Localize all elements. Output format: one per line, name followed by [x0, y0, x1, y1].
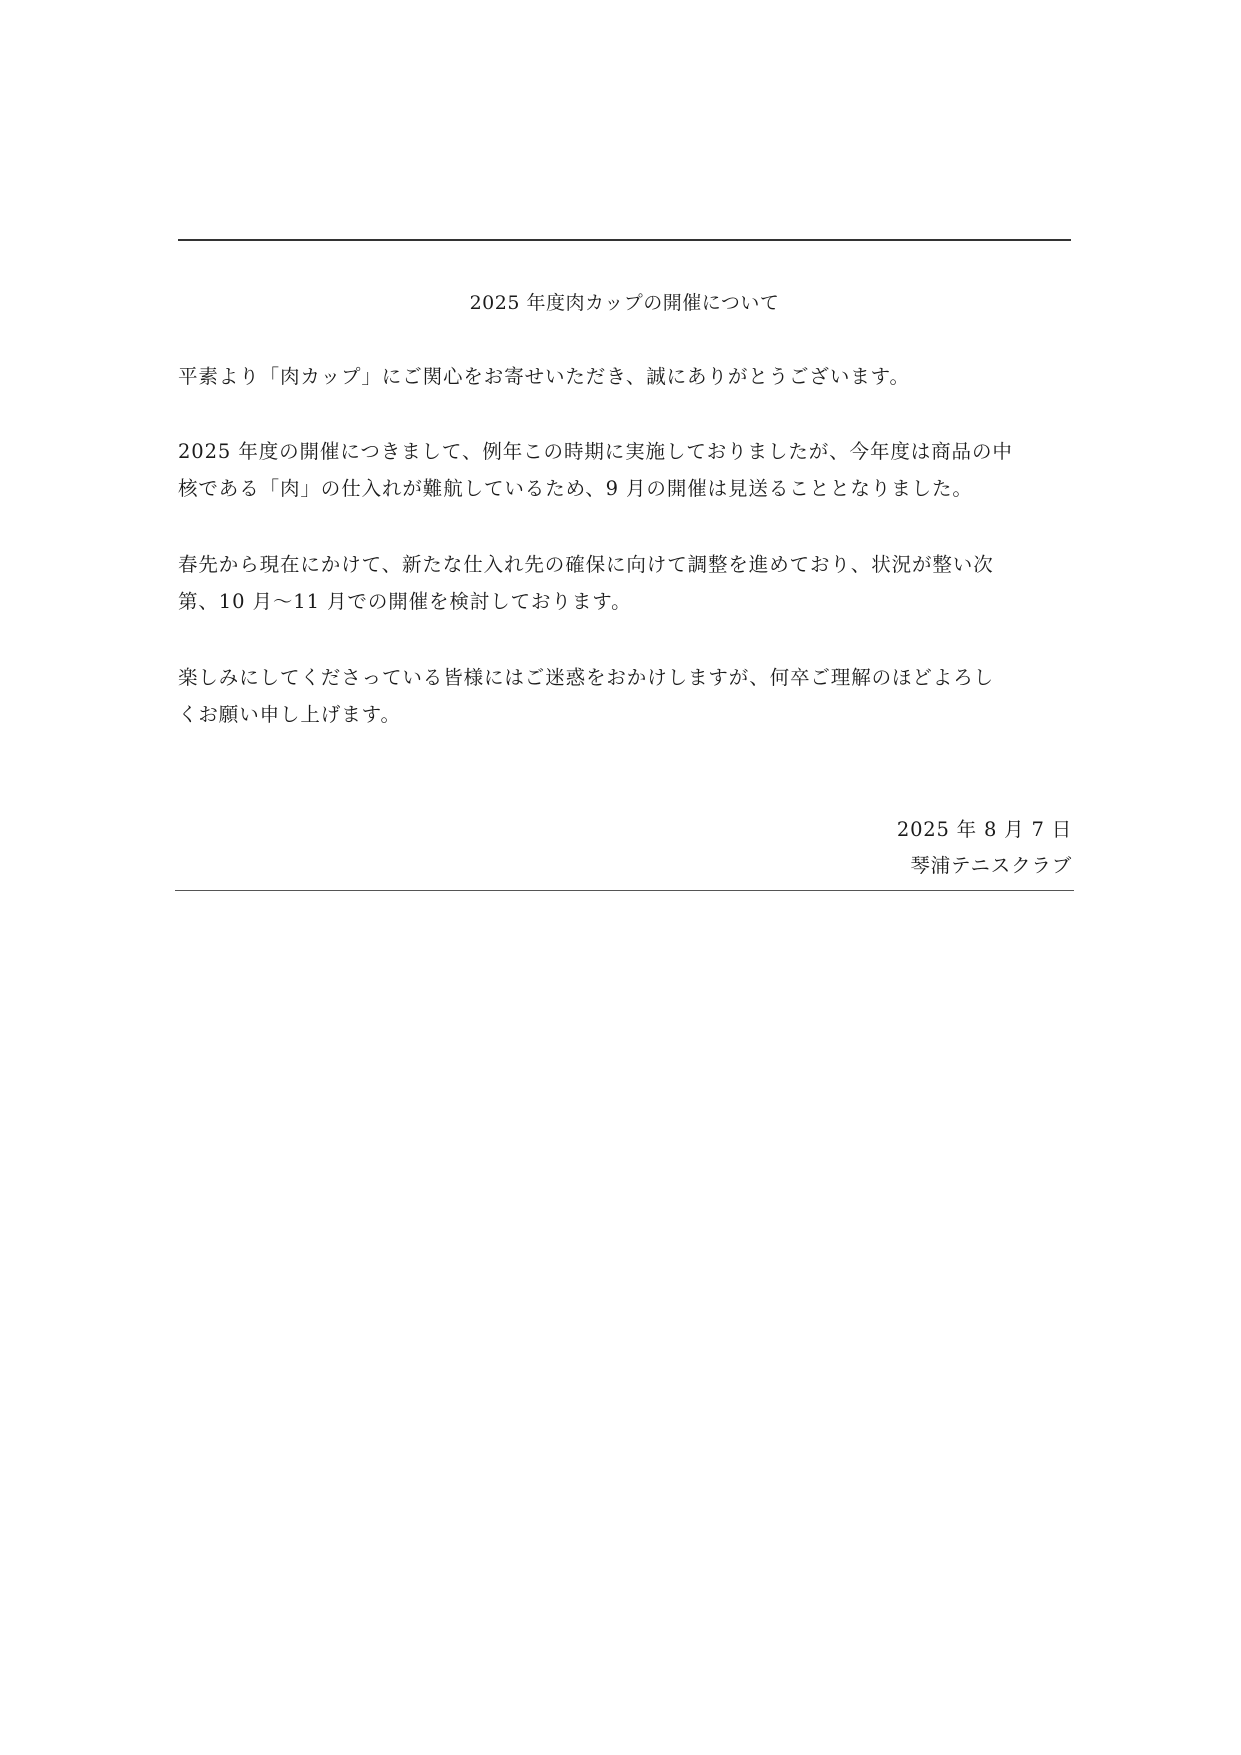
- paragraph-line: 楽しみにしてくださっている皆様にはご迷惑をおかけしますが、何卒ご理解のほどよろし: [178, 666, 995, 689]
- paragraph-line: 平素より「肉カップ」にご関心をお寄せいただき、誠にありがとうございます。: [178, 365, 910, 388]
- paragraph-line: 核である「肉」の仕入れが難航しているため、9 月の開催は見送ることとなりました。: [178, 477, 973, 500]
- paragraph-reschedule: [178, 546, 1073, 620]
- paragraph-line: 春先から現在にかけて、新たな仕入れ先の確保に向けて調整を進めており、状況が整い次: [178, 553, 994, 576]
- top-divider: [178, 239, 1071, 241]
- paragraph-greeting: [178, 358, 1073, 395]
- paragraph-line: くお願い申し上げます。: [178, 703, 401, 726]
- organization-name: 琴浦テニスクラブ: [910, 854, 1072, 877]
- notice-date: 2025 年 8 月 7 日: [896, 818, 1072, 841]
- paragraph-line: 第、10 月〜11 月での開催を検討しております。: [178, 590, 632, 613]
- paragraph-apology: [178, 659, 1073, 733]
- bottom-divider: [175, 890, 1074, 891]
- paragraph-line: 2025 年度の開催につきまして、例年この時期に実施しておりましたが、今年度は商品の中: [178, 440, 1013, 463]
- notice-title: 2025 年度肉カップの開催について: [469, 292, 780, 314]
- paragraph-cancellation: [178, 433, 1073, 507]
